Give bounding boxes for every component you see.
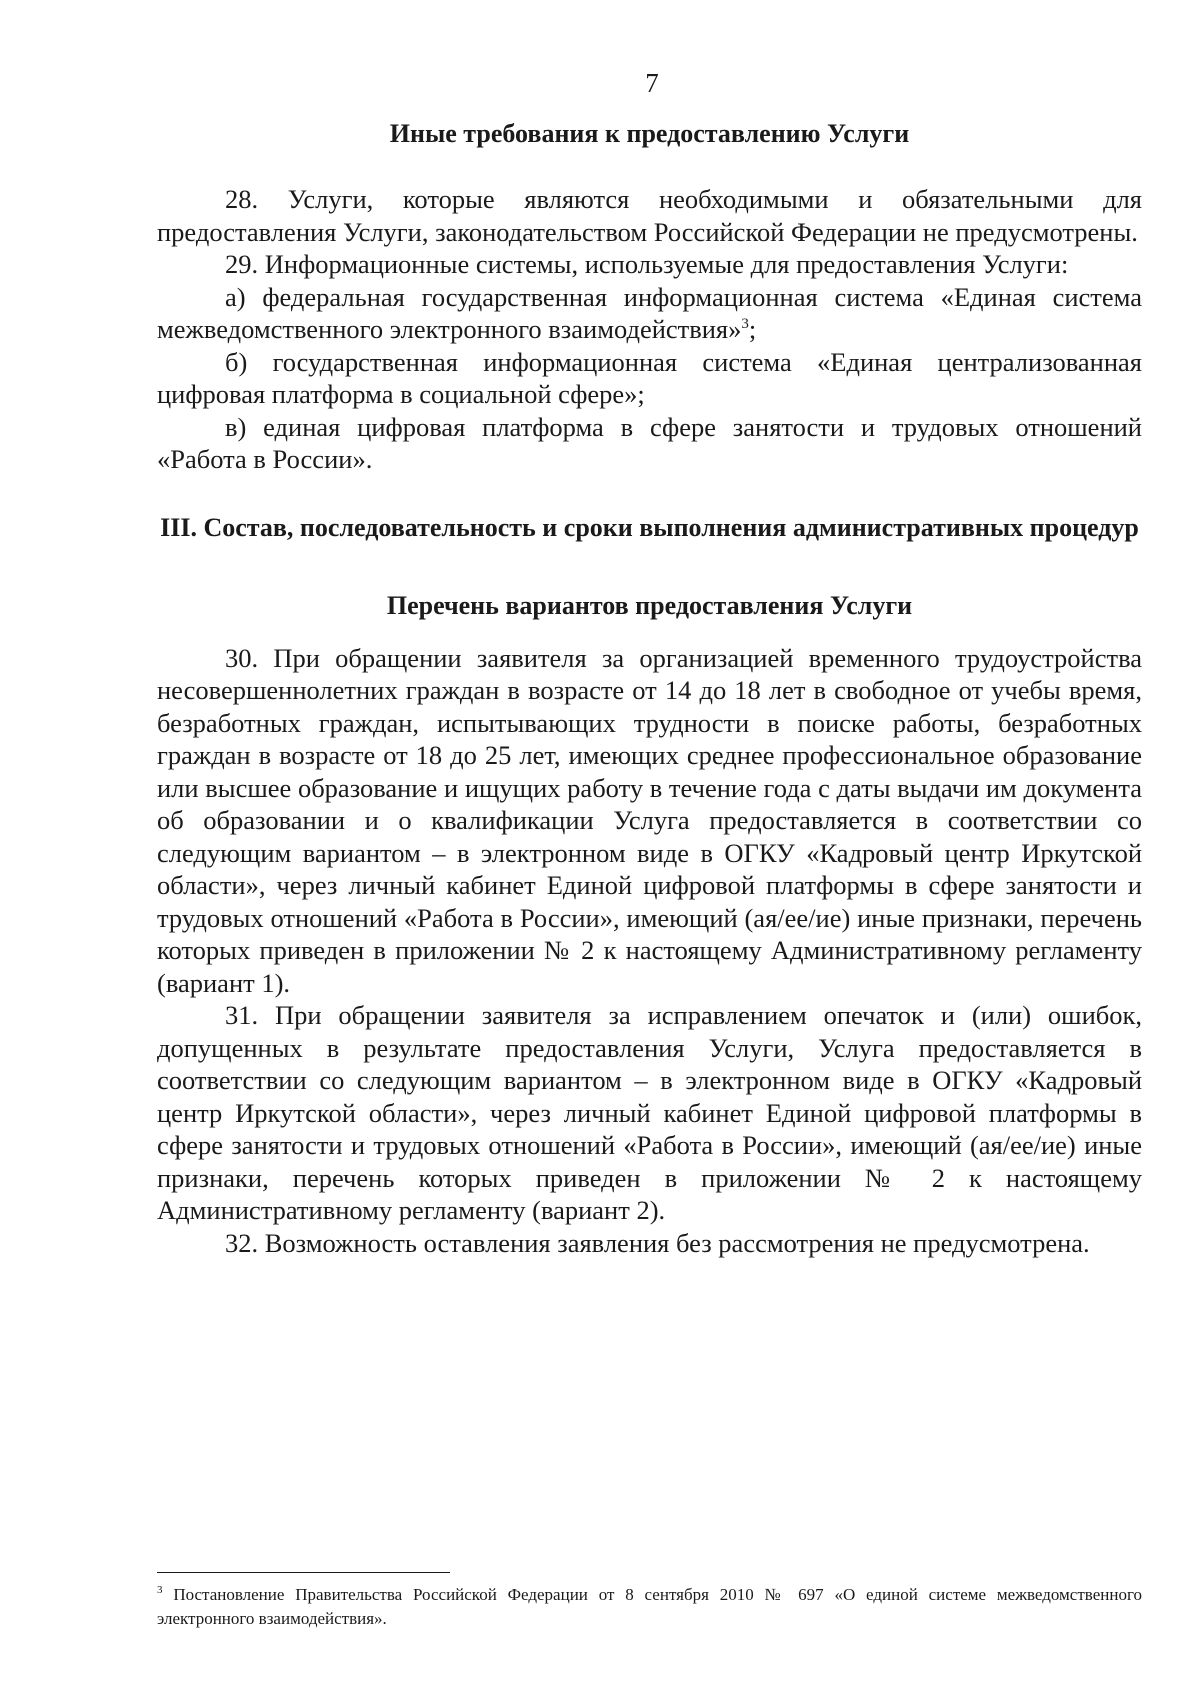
page-number: 7 <box>645 68 659 98</box>
paragraph-29c: в) единая цифровая платформа в сфере занятости и трудовых отношений «Работа в России». <box>157 411 1142 474</box>
footnote-divider <box>157 1572 450 1573</box>
page-content <box>157 118 1142 1259</box>
section-heading-iii: III. Состав, последовательность и сроки выполнения административных процедур <box>160 512 1139 542</box>
footnote-text: Постановление Правительства Российской Федерации от 8 сентября 2010 № 697 «О единой системе межведомственного электронного взаимодействия». <box>157 1585 1142 1628</box>
heading-other-requirements: Иные требования к предоставлению Услуги <box>389 119 910 148</box>
paragraph-32: 32. Возможность оставления заявления без рассмотрения не предусмотрена. <box>225 1227 1090 1258</box>
paragraph-29a-tail: ; <box>748 314 757 344</box>
paragraph-29a-text: а) федеральная государственная информационная система «Единая система межведомственного электронного взаимодействия» <box>157 281 1142 344</box>
paragraph-29: 29. Информационные системы, используемые для предоставления Услуги: <box>225 249 1069 279</box>
paragraph-29a <box>157 281 1142 346</box>
paragraph-30: 30. При обращении заявителя за организацией временного трудоустройства несовершеннолетних граждан в возрасте от 14 до 18 лет в свободное от учебы время, безработных граждан, испытывающих трудности в поиске работы, безработных граждан в возрасте от 18 до 25 лет, имеющих среднее профессиональное образование или высшее образование и ищущих работу в течение года с даты выдачи им документа об образовании и о квалификации Услуга предоставляется в соответствии со следующим вариантом – в электронном виде в ОГКУ «Кадровый центр Иркутской области», через личный кабинет Единой цифровой платформы в сфере занятости и трудовых отношений «Работа в России», имеющий (ая/ее/ие) иные признаки, перечень которых приведен в приложении № 2 к настоящему Административному регламенту (вариант 1). <box>157 642 1142 998</box>
paragraph-29b: б) государственная информационная система «Единая централизованная цифровая платформа в социальной сфере»; <box>157 346 1142 409</box>
footnote-marker: 3 <box>157 1584 163 1596</box>
paragraph-28: 28. Услуги, которые являются необходимыми и обязательными для предоставления Услуги, законодательством Российской Федерации не предусмотрены. <box>157 184 1142 247</box>
subheading-variants: Перечень вариантов предоставления Услуги <box>386 590 913 620</box>
footnote <box>157 1583 1142 1631</box>
paragraph-31: 31. При обращении заявителя за исправлением опечаток и (или) ошибок, допущенных в результате предоставления Услуги, Услуга предоставляется в соответствии со следующим вариантом – в электронном виде в ОГКУ «Кадровый центр Иркутской области», через личный кабинет Единой цифровой платформы в сфере занятости и трудовых отношений «Работа в России», имеющий (ая/ее/ие) иные признаки, перечень которых приведен в приложении № 2 к настоящему Административному регламенту (вариант 2). <box>157 1000 1142 1225</box>
footnote-reference: 3 <box>741 316 749 332</box>
